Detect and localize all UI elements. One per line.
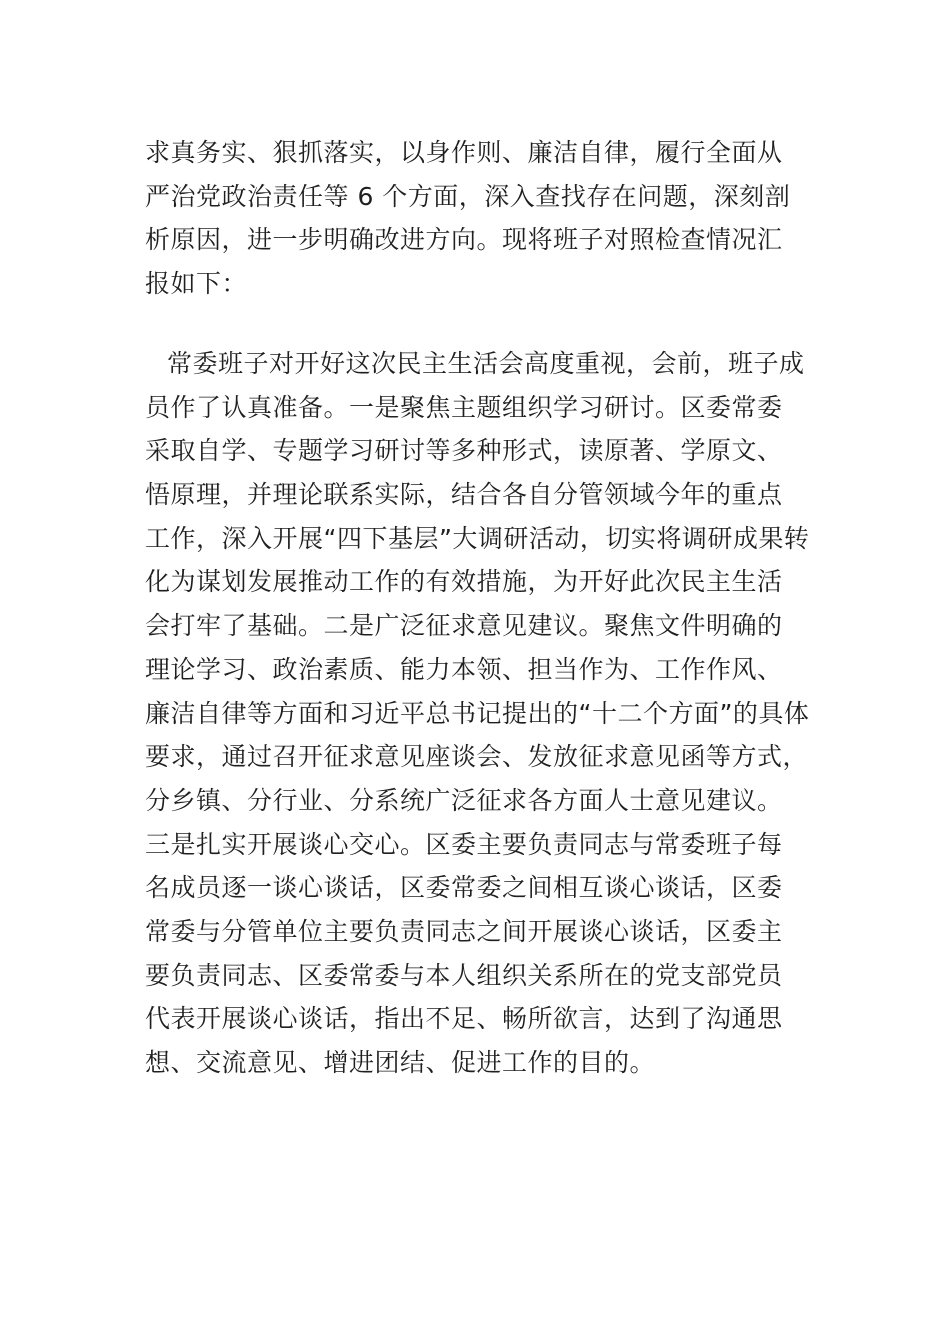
text-line: 会打牢了基础。二是广泛征求意见建议。聚焦文件明确的 bbox=[145, 611, 783, 641]
text-line: 廉洁自律等方面和习近平总书记提出的“十二个方面”的具体 bbox=[145, 698, 810, 728]
text-line: 悟原理，并理论联系实际，结合各自分管领域今年的重点 bbox=[145, 480, 783, 510]
paragraph-1 bbox=[145, 131, 815, 306]
text-line: 员作了认真准备。一是聚焦主题组织学习研讨。区委常委 bbox=[145, 392, 783, 422]
text-line: 求真务实、狠抓落实，以身作则、廉洁自律，履行全面从 bbox=[145, 138, 783, 167]
text-line: 名成员逐一谈心谈话，区委常委之间相互谈心谈话，区委 bbox=[145, 873, 783, 903]
paragraph-2 bbox=[145, 342, 815, 1085]
text-line: 化为谋划发展推动工作的有效措施，为开好此次民主生活 bbox=[145, 567, 783, 597]
text-line: 要求，通过召开征求意见座谈会、发放征求意见函等方式， bbox=[145, 742, 809, 772]
text-line: 理论学习、政治素质、能力本领、担当作为、工作作风、 bbox=[145, 654, 783, 684]
text-line: 常委班子对开好这次民主生活会高度重视，会前，班子成 bbox=[167, 349, 805, 378]
text-line: 代表开展谈心谈话，指出不足、畅所欲言，达到了沟通思 bbox=[145, 1004, 783, 1034]
text-line: 工作，深入开展“四下基层”大调研活动，切实将调研成果转 bbox=[145, 523, 810, 553]
text-line: 分乡镇、分行业、分系统广泛征求各方面人士意见建议。 bbox=[145, 785, 783, 815]
text-line: 想、交流意见、增进团结、促进工作的目的。 bbox=[145, 1048, 656, 1077]
text-line: 三是扎实开展谈心交心。区委主要负责同志与常委班子每 bbox=[145, 829, 783, 859]
text-line: 采取自学、专题学习研讨等多种形式，读原著、学原文、 bbox=[145, 436, 783, 466]
text-line: 要负责同志、区委常委与本人组织关系所在的党支部党员 bbox=[145, 960, 783, 990]
text-line: 严治党政治责任等 6 个方面，深入查找存在问题，深刻剖 bbox=[145, 181, 791, 211]
text-line: 常委与分管单位主要负责同志之间开展谈心谈话，区委主 bbox=[145, 916, 783, 946]
text-line: 报如下： bbox=[145, 269, 248, 299]
text-line: 析原因，进一步明确改进方向。现将班子对照检查情况汇 bbox=[145, 225, 783, 255]
